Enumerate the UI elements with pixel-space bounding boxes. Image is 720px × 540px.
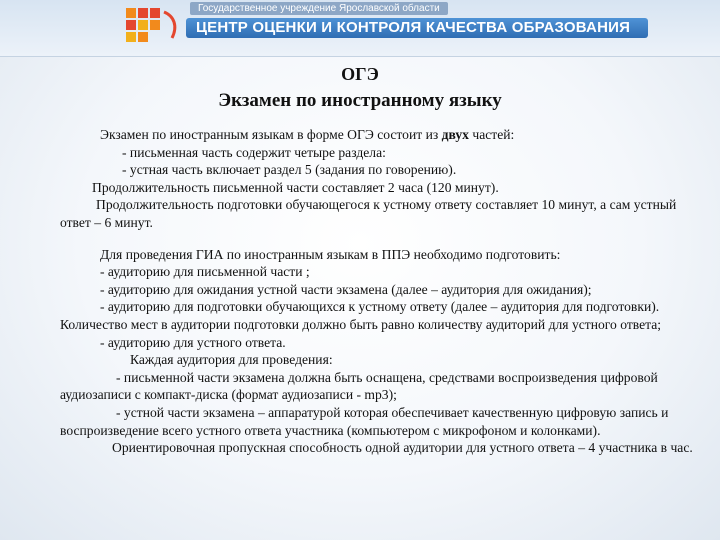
room-waiting-item: - аудиторию для ожидания устной части экзамена (далее – аудитория для ожидания); [100,281,592,297]
written-equipment-item: - письменной части экзамена должна быть оснащена, средствами воспроизведения цифровой аудиозаписи с компакт-диска (формат аудиозаписи - mp3); [60,369,658,403]
slide-body [60,126,698,457]
organization-subtitle: Государственное учреждение Ярославской области [190,2,448,15]
room-oral-item: - аудиторию для устного ответа. [100,334,286,350]
header-banner [0,0,720,57]
intro-tail: частей: [468,127,515,142]
intro-bold: двух [441,127,469,142]
each-room-lead: Каждая аудитория для проведения: [130,352,333,368]
written-part-item: - письменная часть содержит четыре раздела: [122,144,386,160]
oral-prep-duration: Продолжительность подготовки обучающегося к устному ответу составляет 10 минут, а сам устный ответ – 6 минут. [60,197,677,230]
oral-equipment-item: - устной части экзамена – аппаратурой которая обеспечивает качественную цифровую запись и воспроизведение всего устного ответа участника (компьютером с микрофоном и колонками). [60,404,669,438]
room-capacity-note: Ориентировочная пропускная способность одной аудитории для устного ответа – 4 участника в час. [112,440,693,456]
oral-part-item: - устная часть включает раздел 5 (задания по говорению). [122,162,457,178]
room-written-item: - аудиторию для письменной части ; [100,264,310,280]
organization-name: ЦЕНТР ОЦЕНКИ И КОНТРОЛЯ КАЧЕСТВА ОБРАЗОВАНИЯ [196,19,631,36]
ppe-requirements-lead: Для проведения ГИА по иностранным языкам в ППЭ необходимо подготовить: [100,246,561,262]
room-preparation-item: - аудиторию для подготовки обучающихся к устному ответу (далее – аудитория для подготовки). Количество мест в аудитории подготовки должно быть равно количеству аудиторий для устного ответа; [60,299,662,332]
page-subtitle: Экзамен по иностранному языку [218,90,502,111]
intro-text: Экзамен по иностранным языкам в форме ОГЭ состоит из [100,127,442,142]
written-duration: Продолжительность письменной части составляет 2 часа (120 минут). [92,179,499,195]
ccok-logo-icon [120,2,184,52]
exam-structure-intro [60,126,698,144]
page-title: ОГЭ [341,64,379,84]
